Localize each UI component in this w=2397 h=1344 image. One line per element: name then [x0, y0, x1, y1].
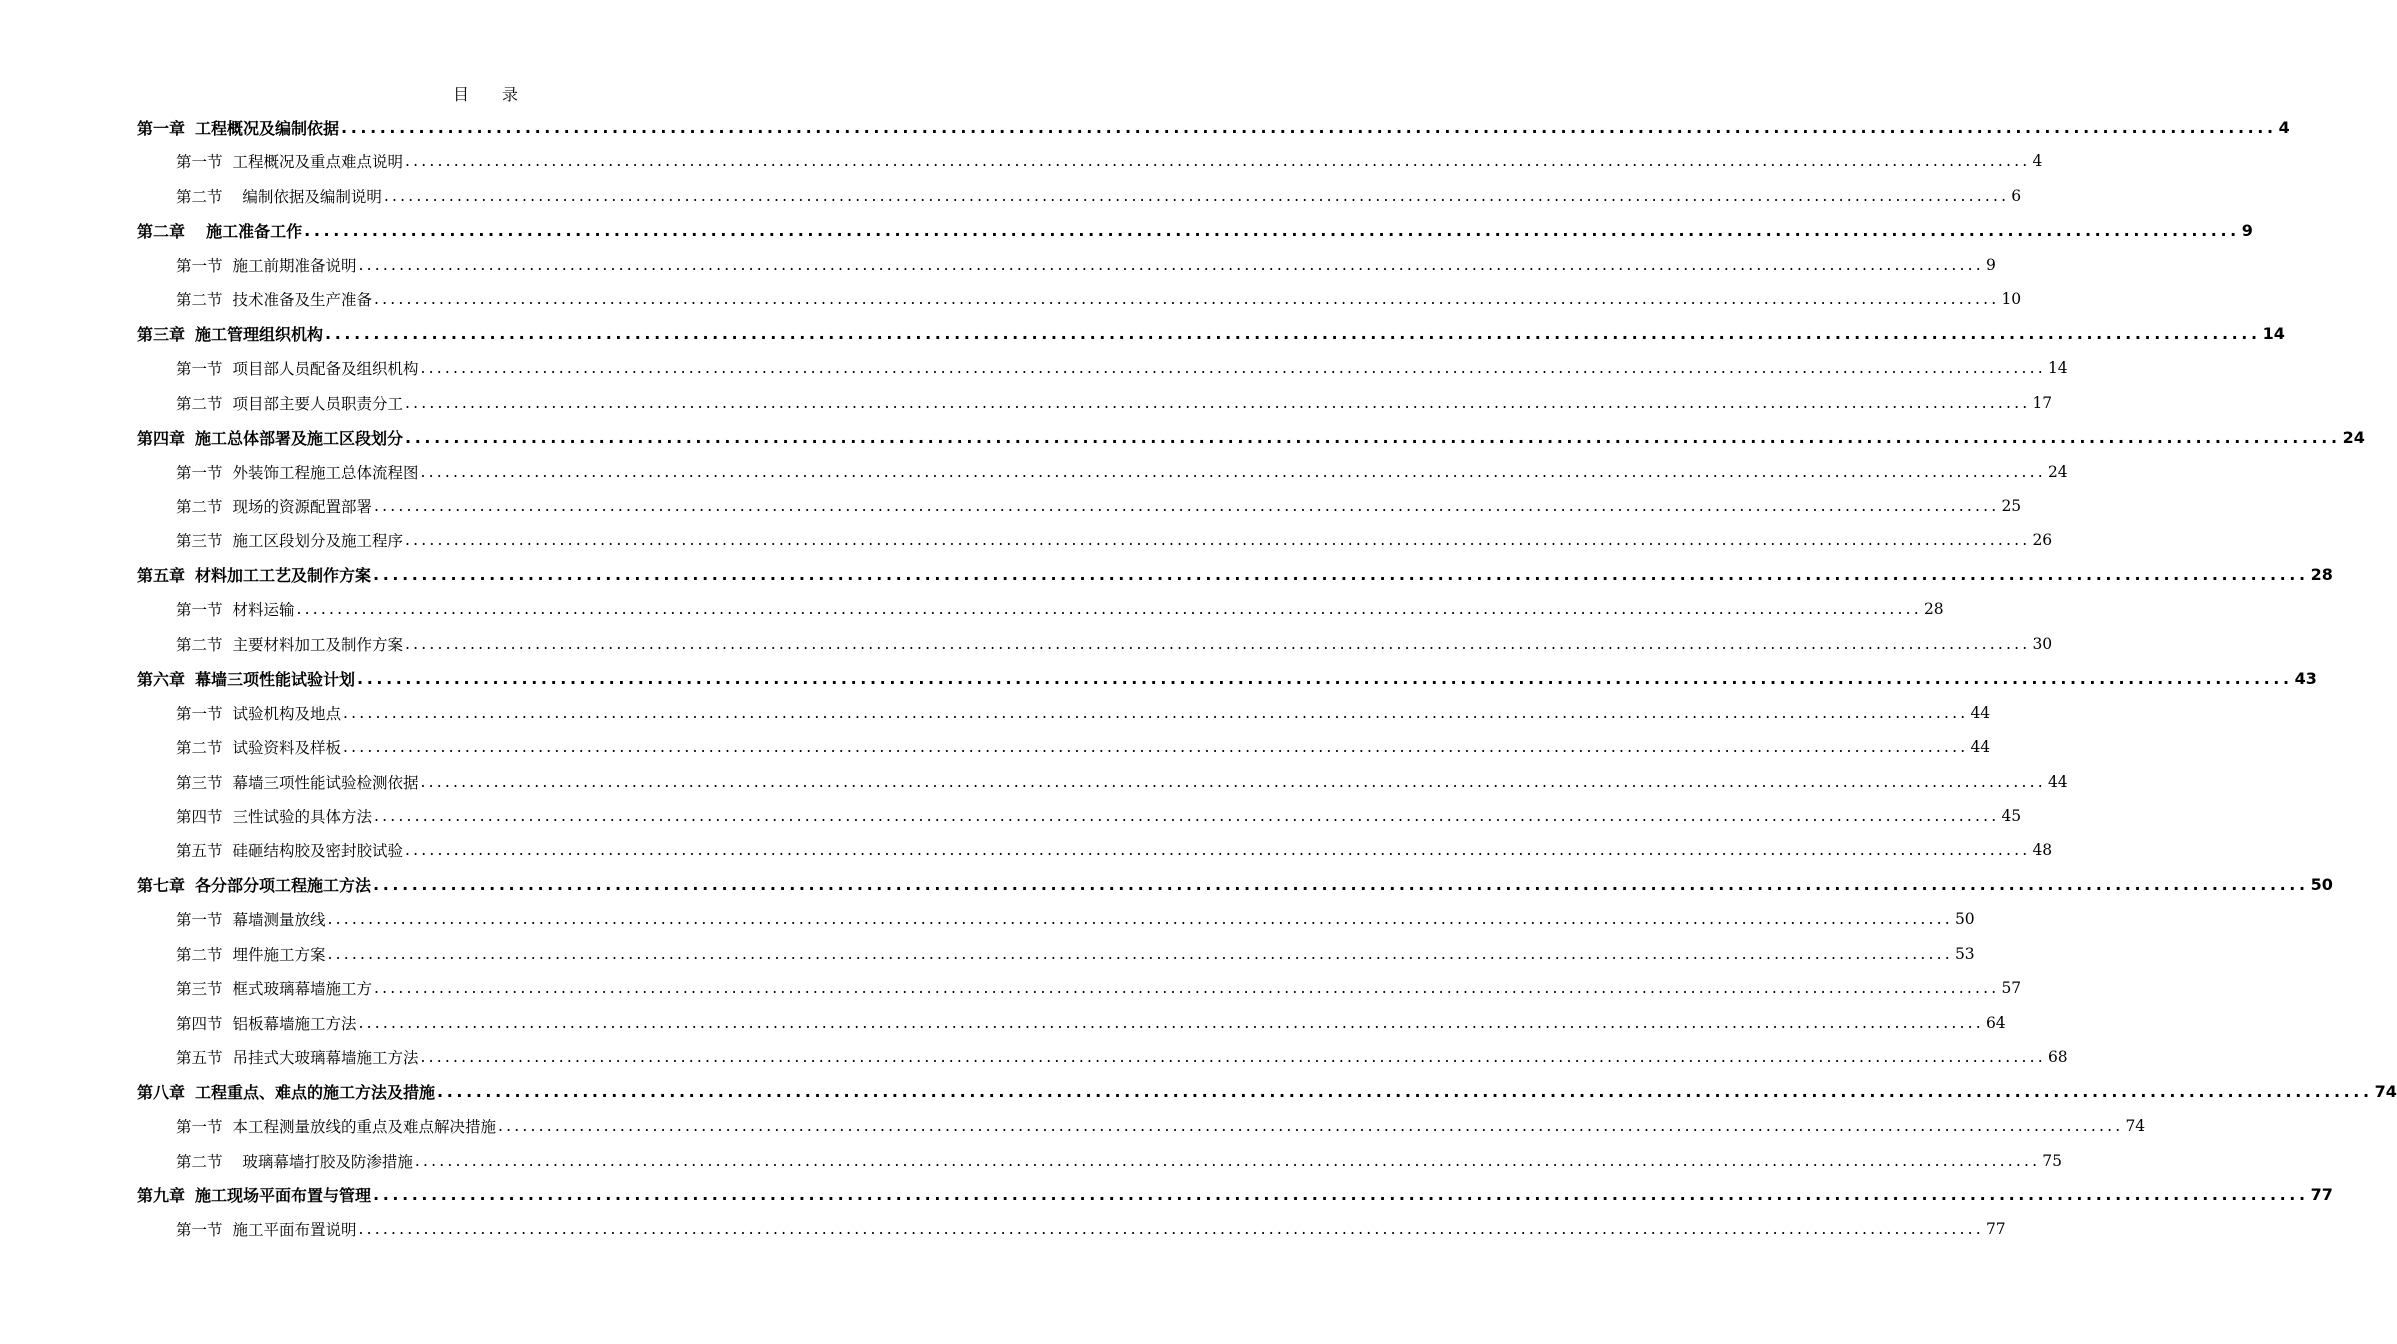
- toc-entry-text: 幕墙测量放线: [232, 911, 326, 930]
- toc-entry-label: 第二节: [176, 739, 223, 758]
- toc-section-entry[interactable]: [0, 284, 2022, 314]
- toc-leader-dots: ........................................................................................................................................................................................................: [498, 1117, 2124, 1136]
- toc-entry-label: 第二节: [176, 497, 223, 516]
- toc-title: 目 录: [452, 85, 533, 104]
- toc-section-entry[interactable]: [0, 732, 1991, 762]
- toc-page-number: 50: [1954, 910, 1975, 929]
- toc-entry-label: 第六章: [137, 669, 186, 689]
- toc-leader-dots: ........................................................................................................................................................................................................: [437, 1082, 2373, 1102]
- toc-entry-text: 项目部人员配备及组织机构: [232, 360, 419, 379]
- toc-page-number: 77: [2310, 1185, 2333, 1205]
- toc-entry-label: 第二节: [176, 187, 223, 206]
- toc-leader-dots: ........................................................................................................................................................................................................: [357, 668, 2293, 688]
- toc-section-entry[interactable]: [0, 250, 1996, 280]
- toc-entry-label: 第二节: [176, 394, 223, 413]
- toc-entry-label: 第四节: [176, 1014, 223, 1033]
- toc-leader-dots: ........................................................................................................................................................................................................: [358, 1220, 1984, 1239]
- toc-entry-label: 第七章: [137, 876, 186, 896]
- toc-page-number: 64: [1985, 1013, 2006, 1032]
- toc-entry-text: 外装饰工程施工总体流程图: [232, 463, 419, 482]
- toc-entry-text: 三性试验的具体方法: [232, 808, 373, 826]
- toc-entry-label: 第四章: [137, 428, 186, 448]
- toc-entry-text: 框式玻璃幕墙施工方: [232, 980, 373, 999]
- toc-section-entry[interactable]: [0, 973, 2022, 1003]
- toc-leader-dots: ........................................................................................................................................................................................................: [374, 979, 2000, 998]
- toc-section-entry[interactable]: [0, 146, 2043, 176]
- toc-entry-text: 材料运输: [232, 601, 295, 620]
- toc-leader-dots: ........................................................................................................................................................................................................: [405, 531, 2031, 550]
- toc-entry-text: 铝板幕墙施工方法: [232, 1014, 357, 1033]
- toc-entry-label: 第一节: [176, 153, 223, 172]
- toc-section-entry[interactable]: [0, 629, 2053, 659]
- toc-entry-text: 幕墙三项性能试验检测依据: [232, 773, 419, 792]
- toc-entry-text: 埋件施工方案: [232, 945, 326, 964]
- toc-page-number: 74: [2125, 1117, 2146, 1136]
- toc-page-number: 57: [2001, 979, 2022, 998]
- toc-page-number: 14: [2047, 359, 2068, 378]
- toc-entry-text: 工程概况及重点难点说明: [232, 153, 404, 172]
- toc-leader-dots: ........................................................................................................................................................................................................: [420, 462, 2046, 481]
- toc-entry-label: 第一节: [176, 601, 223, 620]
- toc-section-entry[interactable]: [0, 1008, 2006, 1038]
- toc-entry-text: 施工平面布置说明: [232, 1221, 357, 1240]
- toc-entry-text: 材料加工工艺及制作方案: [195, 566, 372, 586]
- toc-entry-text: 试验机构及地点: [232, 704, 342, 723]
- toc-entry-label: 第九章: [137, 1186, 186, 1206]
- toc-section-entry[interactable]: [0, 801, 2022, 831]
- toc-page-number: 74: [2374, 1082, 2397, 1102]
- toc-entry-text: 技术准备及生产准备: [232, 291, 373, 310]
- toc-entry-label: 第一节: [176, 911, 223, 930]
- toc-page-number: 44: [1970, 738, 1991, 757]
- toc-entry-label: 第三节: [176, 532, 223, 551]
- toc-entry-label: 第一节: [176, 256, 223, 275]
- toc-leader-dots: ........................................................................................................................................................................................................: [405, 634, 2031, 653]
- toc-leader-dots: ........................................................................................................................................................................................................: [374, 807, 2000, 825]
- toc-entry-label: 第一节: [176, 1221, 223, 1240]
- toc-page-number: 68: [2047, 1048, 2068, 1067]
- toc-chapter-entry[interactable]: [0, 319, 2285, 349]
- toc-entry-text: 施工总体部署及施工区段划分: [195, 428, 404, 448]
- toc-chapter-entry[interactable]: [0, 560, 2333, 590]
- toc-section-entry[interactable]: [0, 1042, 2068, 1072]
- toc-entry-label: 第五节: [176, 842, 223, 861]
- toc-entry-text: 硅砸结构胶及密封胶试验: [232, 842, 404, 861]
- toc-entry-text: 试验资料及样板: [232, 739, 342, 758]
- toc-entry-text: 工程重点、难点的施工方法及措施: [195, 1083, 436, 1103]
- toc-entry-label: 第一节: [176, 704, 223, 723]
- toc-page-number: 43: [2294, 668, 2317, 688]
- toc-page-number: 53: [1954, 944, 1975, 963]
- toc-section-entry[interactable]: [0, 1111, 2146, 1141]
- toc-section-entry[interactable]: [0, 767, 2068, 797]
- toc-entry-text: 工程概况及编制依据: [195, 118, 340, 138]
- toc-entry-label: 第一章: [137, 118, 186, 138]
- toc-entry-text: 现场的资源配置部署: [232, 497, 373, 516]
- toc-page-number: 9: [1985, 255, 1996, 274]
- toc-page-number: 45: [2001, 807, 2022, 825]
- toc-leader-dots: ........................................................................................................................................................................................................: [420, 1048, 2046, 1067]
- toc-section-entry[interactable]: [0, 457, 2068, 487]
- toc-leader-dots: ........................................................................................................................................................................................................: [405, 427, 2341, 447]
- toc-entry-text: 主要材料加工及制作方案: [232, 635, 404, 654]
- toc-section-entry[interactable]: [0, 181, 2022, 211]
- toc-entry-label: 第四节: [176, 808, 223, 826]
- toc-entry-text: 项目部主要人员职责分工: [232, 394, 404, 413]
- toc-page-number: 4: [2032, 152, 2043, 171]
- toc-chapter-entry[interactable]: [0, 1077, 2397, 1107]
- toc-leader-dots: ........................................................................................................................................................................................................: [358, 255, 1984, 274]
- toc-entry-text: 玻璃幕墙打胶及防渗措施: [232, 1152, 413, 1171]
- toc-leader-dots: ........................................................................................................................................................................................................: [358, 1013, 1984, 1032]
- toc-page-number: 75: [2042, 1151, 2063, 1170]
- toc-leader-dots: ........................................................................................................................................................................................................: [420, 359, 2046, 378]
- toc-section-entry[interactable]: [0, 388, 2053, 418]
- toc-entry-label: 第八章: [137, 1083, 186, 1103]
- toc-section-entry[interactable]: [0, 904, 1975, 934]
- toc-chapter-entry[interactable]: [0, 1180, 2333, 1210]
- toc-section-entry[interactable]: [0, 1146, 2063, 1176]
- toc-leader-dots: ........................................................................................................................................................................................................: [343, 703, 1969, 722]
- toc-entry-label: 第三章: [137, 325, 186, 345]
- toc-entry-label: 第二节: [176, 1152, 223, 1171]
- toc-page-number: 6: [2011, 186, 2022, 205]
- toc-leader-dots: ........................................................................................................................................................................................................: [405, 841, 2031, 860]
- toc-section-entry[interactable]: [0, 491, 2022, 521]
- toc-entry-text: 施工前期准备说明: [232, 256, 357, 275]
- toc-entry-text: 本工程测量放线的重点及难点解决措施: [232, 1118, 497, 1137]
- toc-page-number: 77: [1985, 1220, 2006, 1239]
- toc-entry-label: 第一节: [176, 1118, 223, 1137]
- toc-leader-dots: ........................................................................................................................................................................................................: [383, 186, 2010, 205]
- toc-entry-label: 第二节: [176, 291, 223, 310]
- toc-entry-label: 第三节: [176, 773, 223, 792]
- toc-entry-text: 各分部分项工程施工方法: [195, 876, 372, 896]
- toc-page-number: 14: [2262, 324, 2285, 344]
- toc-section-entry[interactable]: [0, 698, 1991, 728]
- toc-section-entry[interactable]: [0, 939, 1975, 969]
- toc-section-entry[interactable]: [0, 594, 1944, 624]
- toc-section-entry[interactable]: [0, 1214, 2006, 1244]
- toc-page-number: 26: [2032, 531, 2053, 550]
- toc-page-number: 4: [2278, 117, 2290, 137]
- toc-entry-label: 第三节: [176, 980, 223, 999]
- toc-page-number: 48: [2032, 841, 2053, 860]
- toc-page-number: 44: [2047, 772, 2068, 791]
- toc-chapter-entry[interactable]: [0, 215, 2253, 245]
- toc-leader-dots: ........................................................................................................................................................................................................: [405, 152, 2031, 171]
- toc-entry-label: 第二节: [176, 635, 223, 654]
- toc-leader-dots: ........................................................................................................................................................................................................: [325, 324, 2261, 344]
- toc-entry-text: 施工区段划分及施工程序: [232, 532, 404, 551]
- toc-leader-dots: ........................................................................................................................................................................................................: [373, 565, 2309, 585]
- toc-chapter-entry[interactable]: [0, 663, 2317, 693]
- toc-leader-dots: ........................................................................................................................................................................................................: [373, 875, 2309, 895]
- toc-entry-text: 施工管理组织机构: [195, 325, 324, 345]
- toc-entry-label: 第一节: [176, 463, 223, 482]
- toc-entry-label: 第二章: [137, 221, 186, 241]
- toc-page-number: 44: [1970, 703, 1991, 722]
- toc-leader-dots: ........................................................................................................................................................................................................: [373, 1185, 2309, 1205]
- toc-entry-text: 施工准备工作: [195, 221, 303, 241]
- toc-page-number: 30: [2032, 634, 2053, 653]
- toc-chapter-entry[interactable]: [0, 112, 2290, 142]
- toc-entry-label: 第五节: [176, 1049, 223, 1068]
- toc-leader-dots: ........................................................................................................................................................................................................: [374, 290, 2000, 309]
- toc-entry-text: 施工现场平面布置与管理: [195, 1186, 372, 1206]
- toc-entry-text: 编制依据及编制说明: [232, 187, 382, 206]
- toc-leader-dots: ........................................................................................................................................................................................................: [296, 600, 1922, 619]
- toc-page-number: 24: [2342, 427, 2365, 447]
- toc-chapter-entry[interactable]: [0, 422, 2365, 452]
- toc-entry-label: 第五章: [137, 566, 186, 586]
- toc-chapter-entry[interactable]: [0, 870, 2333, 900]
- toc-section-entry[interactable]: [0, 835, 2053, 865]
- toc-leader-dots: ........................................................................................................................................................................................................: [374, 496, 2000, 515]
- toc-page-number: 50: [2310, 875, 2333, 895]
- toc-leader-dots: ........................................................................................................................................................................................................: [341, 117, 2277, 137]
- toc-leader-dots: ........................................................................................................................................................................................................: [343, 738, 1969, 757]
- toc-page-number: 17: [2032, 393, 2053, 412]
- toc-entry-label: 第二节: [176, 945, 223, 964]
- toc-page-number: 24: [2047, 462, 2068, 481]
- toc-page-number: 10: [2001, 290, 2022, 309]
- toc-page-number: 9: [2241, 220, 2253, 240]
- toc-leader-dots: ........................................................................................................................................................................................................: [327, 944, 1953, 963]
- toc-section-entry[interactable]: [0, 353, 2068, 383]
- toc-page-number: 28: [1923, 600, 1944, 619]
- toc-leader-dots: ........................................................................................................................................................................................................: [414, 1151, 2041, 1170]
- toc-leader-dots: ........................................................................................................................................................................................................: [327, 910, 1953, 929]
- toc-entry-text: 幕墙三项性能试验计划: [195, 669, 356, 689]
- toc-leader-dots: ........................................................................................................................................................................................................: [420, 772, 2046, 791]
- toc-leader-dots: ........................................................................................................................................................................................................: [304, 220, 2240, 240]
- toc-section-entry[interactable]: [0, 525, 2053, 555]
- toc-page-number: 25: [2001, 496, 2022, 515]
- toc-leader-dots: ........................................................................................................................................................................................................: [405, 393, 2031, 412]
- toc-page-number: 28: [2310, 565, 2333, 585]
- toc-entry-text: 吊挂式大玻璃幕墙施工方法: [232, 1049, 419, 1068]
- toc-entry-label: 第一节: [176, 360, 223, 379]
